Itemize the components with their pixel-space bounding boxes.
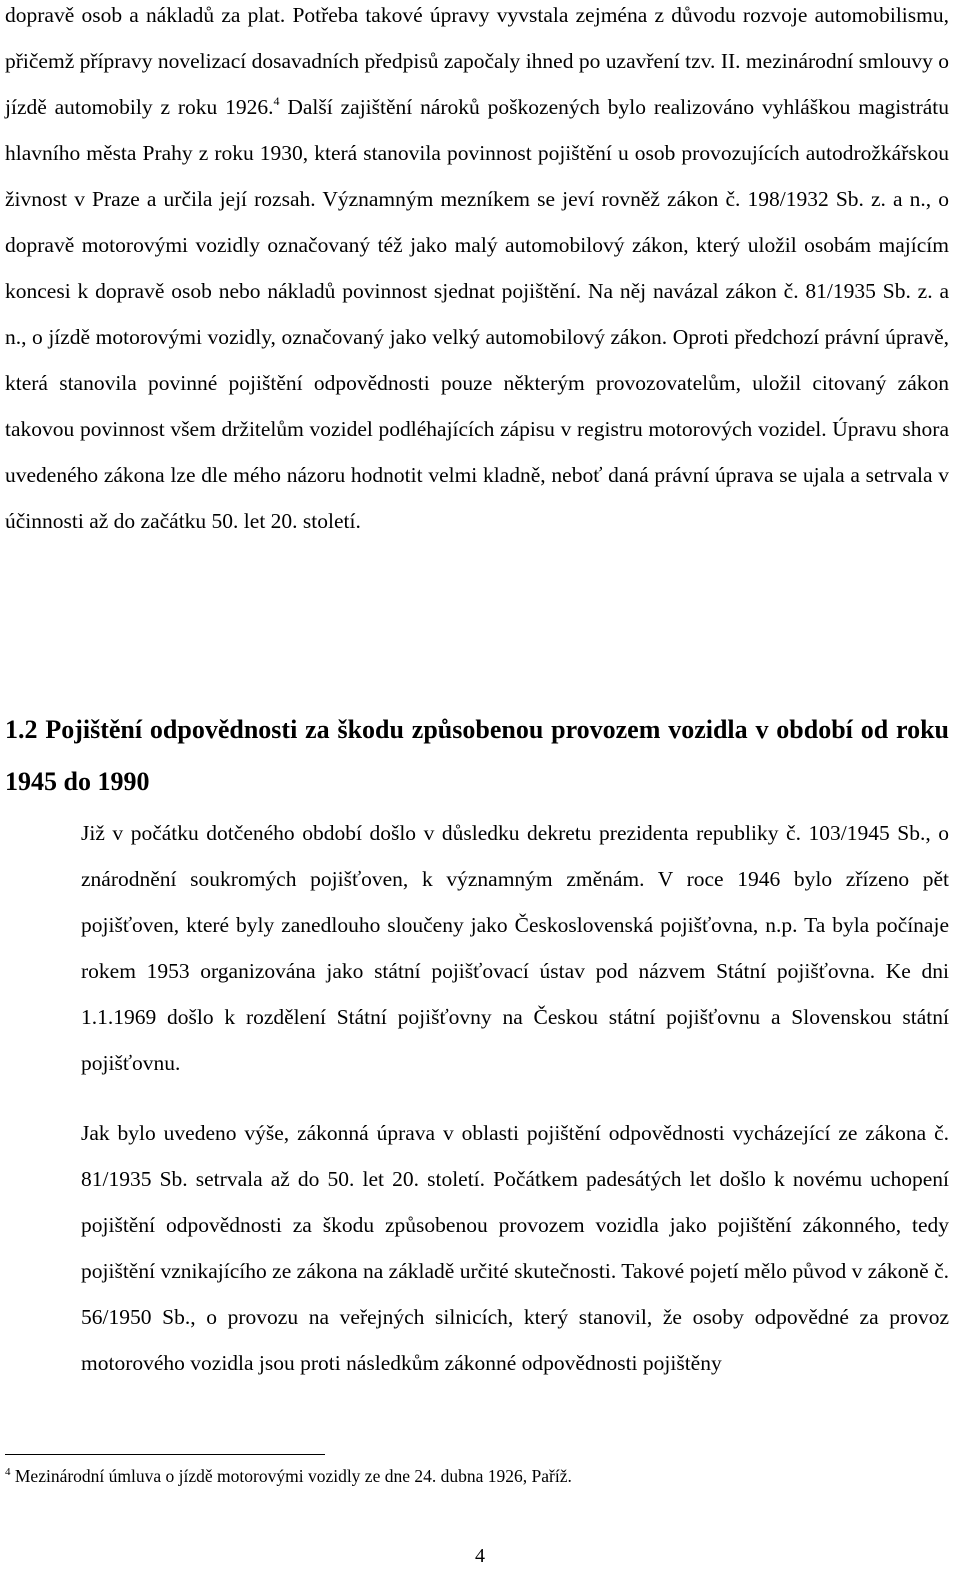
paragraph-statutory-insurance xyxy=(5,1110,949,1386)
footnote-text: Mezinárodní úmluva o jízdě motorovými vozidly ze dne 24. dubna 1926, Paříž. xyxy=(10,1466,572,1486)
paragraph-automobile-law-history xyxy=(5,0,949,544)
footnote-number: 4 xyxy=(5,1466,11,1478)
footnote-4 xyxy=(5,1465,949,1487)
paragraph-text-part1: dopravě osob a nákladů za plat. Potřeba takové úpravy vyvstala zejména z důvodu rozvoje automobilismu, přičemž přípravy novelizací dosavadních předpisů započaly ihned po uzavření tzv. II. mezinárodní smlouvy o jízdě automobily z roku 1926. xyxy=(5,3,949,119)
paragraph-text-part2: Další zajištění nároků poškozených bylo realizováno vyhláškou magistrátu hlavního města Prahy z roku 1930, která stanovila povinnost pojištění u osob provozujících autodrožkářskou živnost v Praze a určila její rozsah. Významným mezníkem se jeví rovněž zákon č. 198/1932 Sb. z. a n., o dopravě motorovými vozidly označovaný též jako malý automobilový zákon, který uložil osobám majícím koncesi k dopravě osob nebo nákladů povinnost sjednat pojištění. Na něj navázal zákon č. 81/1935 Sb. z. a n., o jízdě motorovými vozidly, označovaný jako velký automobilový zákon. Oproti předchozí právní úpravě, která stanovila povinné pojištění odpovědnosti pouze některým provozovatelům, uložil citovaný zákon takovou povinnost všem držitelům vozidel podléhajících zápisu v registru motorových vozidel. Úpravu shora uvedeného zákona lze dle mého názoru hodnotit velmi kladně, neboť daná právní úprava se ujala a setrvala v účinnosti až do začátku 50. let 20. století. xyxy=(5,95,950,533)
paragraph-text: Jak bylo uvedeno výše, zákonná úprava v oblasti pojištění odpovědnosti vycházející ze zákona č. 81/1935 Sb. setrvala až do 50. let 20. století. Počátkem padesátých let došlo k novému uchopení pojištění odpovědnosti za škodu způsobenou provozem vozidla jako pojištění zákonného, tedy pojištění vznikajícího ze zákona na základě určité skutečnosti. Takové pojetí mělo původ v zákoně č. 56/1950 Sb., o provozu na veřejných silnicích, který stanovil, že osoby odpovědné za provoz motorového vozidla jsou proti následkům zákonné odpovědnosti pojištěny xyxy=(81,1121,949,1375)
footnote-reference-4[interactable]: 4 xyxy=(273,94,280,108)
footnote-divider xyxy=(5,1454,325,1455)
paragraph-nationalization xyxy=(5,810,949,1086)
page-number: 4 xyxy=(475,1545,485,1567)
section-heading-1-2: 1.2 Pojištění odpovědnosti za škodu způsobenou provozem vozidla v období od roku 1945 do 1990 xyxy=(5,715,949,796)
paragraph-text: Již v počátku dotčeného období došlo v důsledku dekretu prezidenta republiky č. 103/1945 Sb., o znárodnění soukromých pojišťoven, k významným změnám. V roce 1946 bylo zřízeno pět pojišťoven, které byly zanedlouho sloučeny jako Československá pojišťovna, n.p. Ta byla počínaje rokem 1953 organizována jako státní pojišťovací ústav pod názvem Státní pojišťovna. Ke dni 1.1.1969 došlo k rozdělení Státní pojišťovny na Českou státní pojišťovnu a Slovenskou státní pojišťovnu. xyxy=(81,821,949,1075)
